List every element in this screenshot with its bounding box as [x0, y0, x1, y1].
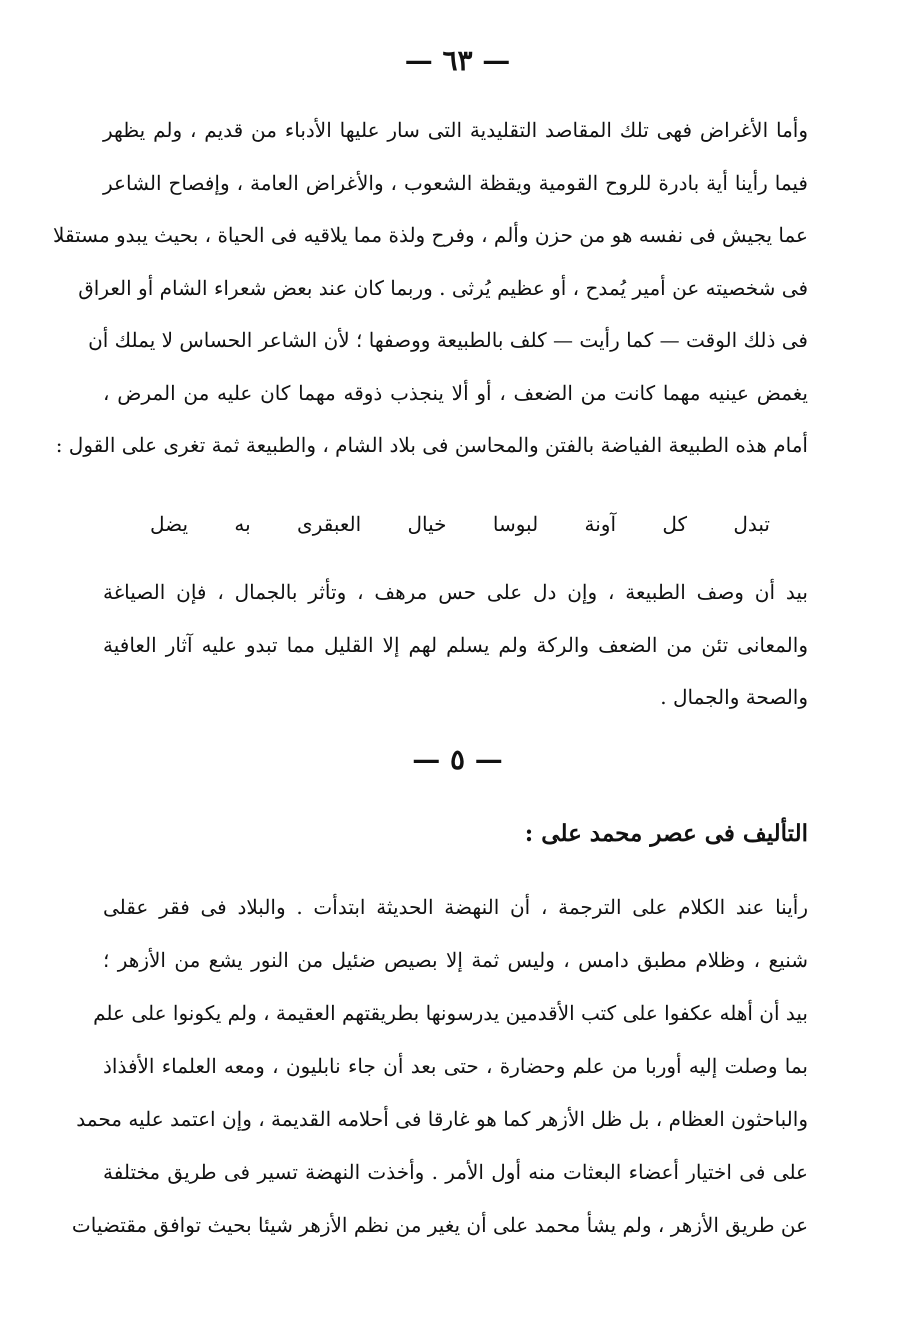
verse-word: تبدل: [733, 512, 770, 536]
text-line: والصحة والجمال .: [660, 685, 808, 709]
text-line: فى شخصيته عن أمير يُمدح ، أو عظيم يُرثى . وربما كان عند بعض شعراء الشام أو العراق: [78, 275, 808, 300]
verse-word: يضل: [150, 512, 189, 536]
section-number: — ٥ —: [412, 743, 503, 776]
text-line: أمام هذه الطبيعة الفياضة بالفتن والمحاسن فى بلاد الشام ، والطبيعة ثمة تغرى على القول :: [55, 433, 808, 457]
text-line: رأينا عند الكلام على الترجمة ، أن النهضة الحديثة ابتدأت . والبلاد فى فقر عقلى: [103, 895, 808, 919]
verse-word: كل: [662, 512, 688, 536]
poetry-verse: [150, 512, 770, 536]
text-line: فيما رأينا أية بادرة للروح القومية ويقظة الشعوب ، والأغراض العامة ، وإفصاح الشاعر: [103, 170, 808, 195]
paragraph-authorship: [71, 895, 808, 1266]
section-heading: التأليف فى عصر محمد على :: [524, 820, 808, 847]
text-line: عما يجيش فى نفسه هو من حزن وألم ، وفرح ولذة مما يلاقيه فى الحياة ، بحيث يبدو مستقلا: [53, 223, 808, 247]
verse-word: العبقرى: [297, 512, 362, 536]
text-line: عن طريق الأزهر ، ولم يشأ محمد على أن يغير من نظم الأزهر شيئا بحيث توافق مقتضيات: [71, 1213, 808, 1237]
text-line: فى ذلك الوقت — كما رأيت — كلف بالطبيعة ووصفها ؛ لأن الشاعر الحساس لا يملك أن: [88, 328, 808, 352]
verse-word: خيال: [407, 512, 447, 536]
paragraph-aims: [53, 118, 808, 486]
page-number: — ٦٣ —: [404, 44, 511, 77]
text-line: بيد أن وصف الطبيعة ، وإن دل على حس مرهف ، وتأثر بالجمال ، فإن الصياغة: [103, 580, 808, 604]
verse-word: آونة: [584, 512, 617, 536]
text-line: يغمض عينيه مهما كانت من الضعف ، أو ألا ينجذب ذوقه مهما كان عليه من المرض ،: [103, 380, 808, 405]
text-line: شنيع ، وظلام مطبق دامس ، وليس ثمة إلا بصيص ضئيل من النور يشع من الأزهر ؛: [103, 948, 808, 972]
verse-word: لبوسا: [492, 512, 539, 536]
text-line: وأما الأغراض فهى تلك المقاصد التقليدية التى سار عليها الأدباء من قديم ، ولم يظهر: [103, 118, 808, 142]
text-line: بما وصلت إليه أوربا من علم وحضارة ، حتى بعد أن جاء نابليون ، ومعه العلماء الأفذاذ: [103, 1054, 808, 1078]
text-line: بيد أن أهله عكفوا على كتب الأقدمين يدرسونها بطريقتهم العقيمة ، ولم يكونوا على علم: [93, 1001, 808, 1025]
paragraph-nature: [103, 580, 808, 738]
text-line: والباحثون العظام ، بل ظل الأزهر كما هو غارقا فى أحلامه القديمة ، وإن اعتمد عليه محمد: [76, 1107, 808, 1131]
verse-word: به: [234, 512, 251, 536]
text-line: على فى اختيار أعضاء البعثات منه أول الأمر . وأخذت النهضة تسير فى طريق مختلفة: [103, 1160, 808, 1184]
text-line: والمعانى تئن من الضعف والركة ولم يسلم لهم إلا القليل مما تبدو عليه آثار العافية: [103, 632, 808, 657]
